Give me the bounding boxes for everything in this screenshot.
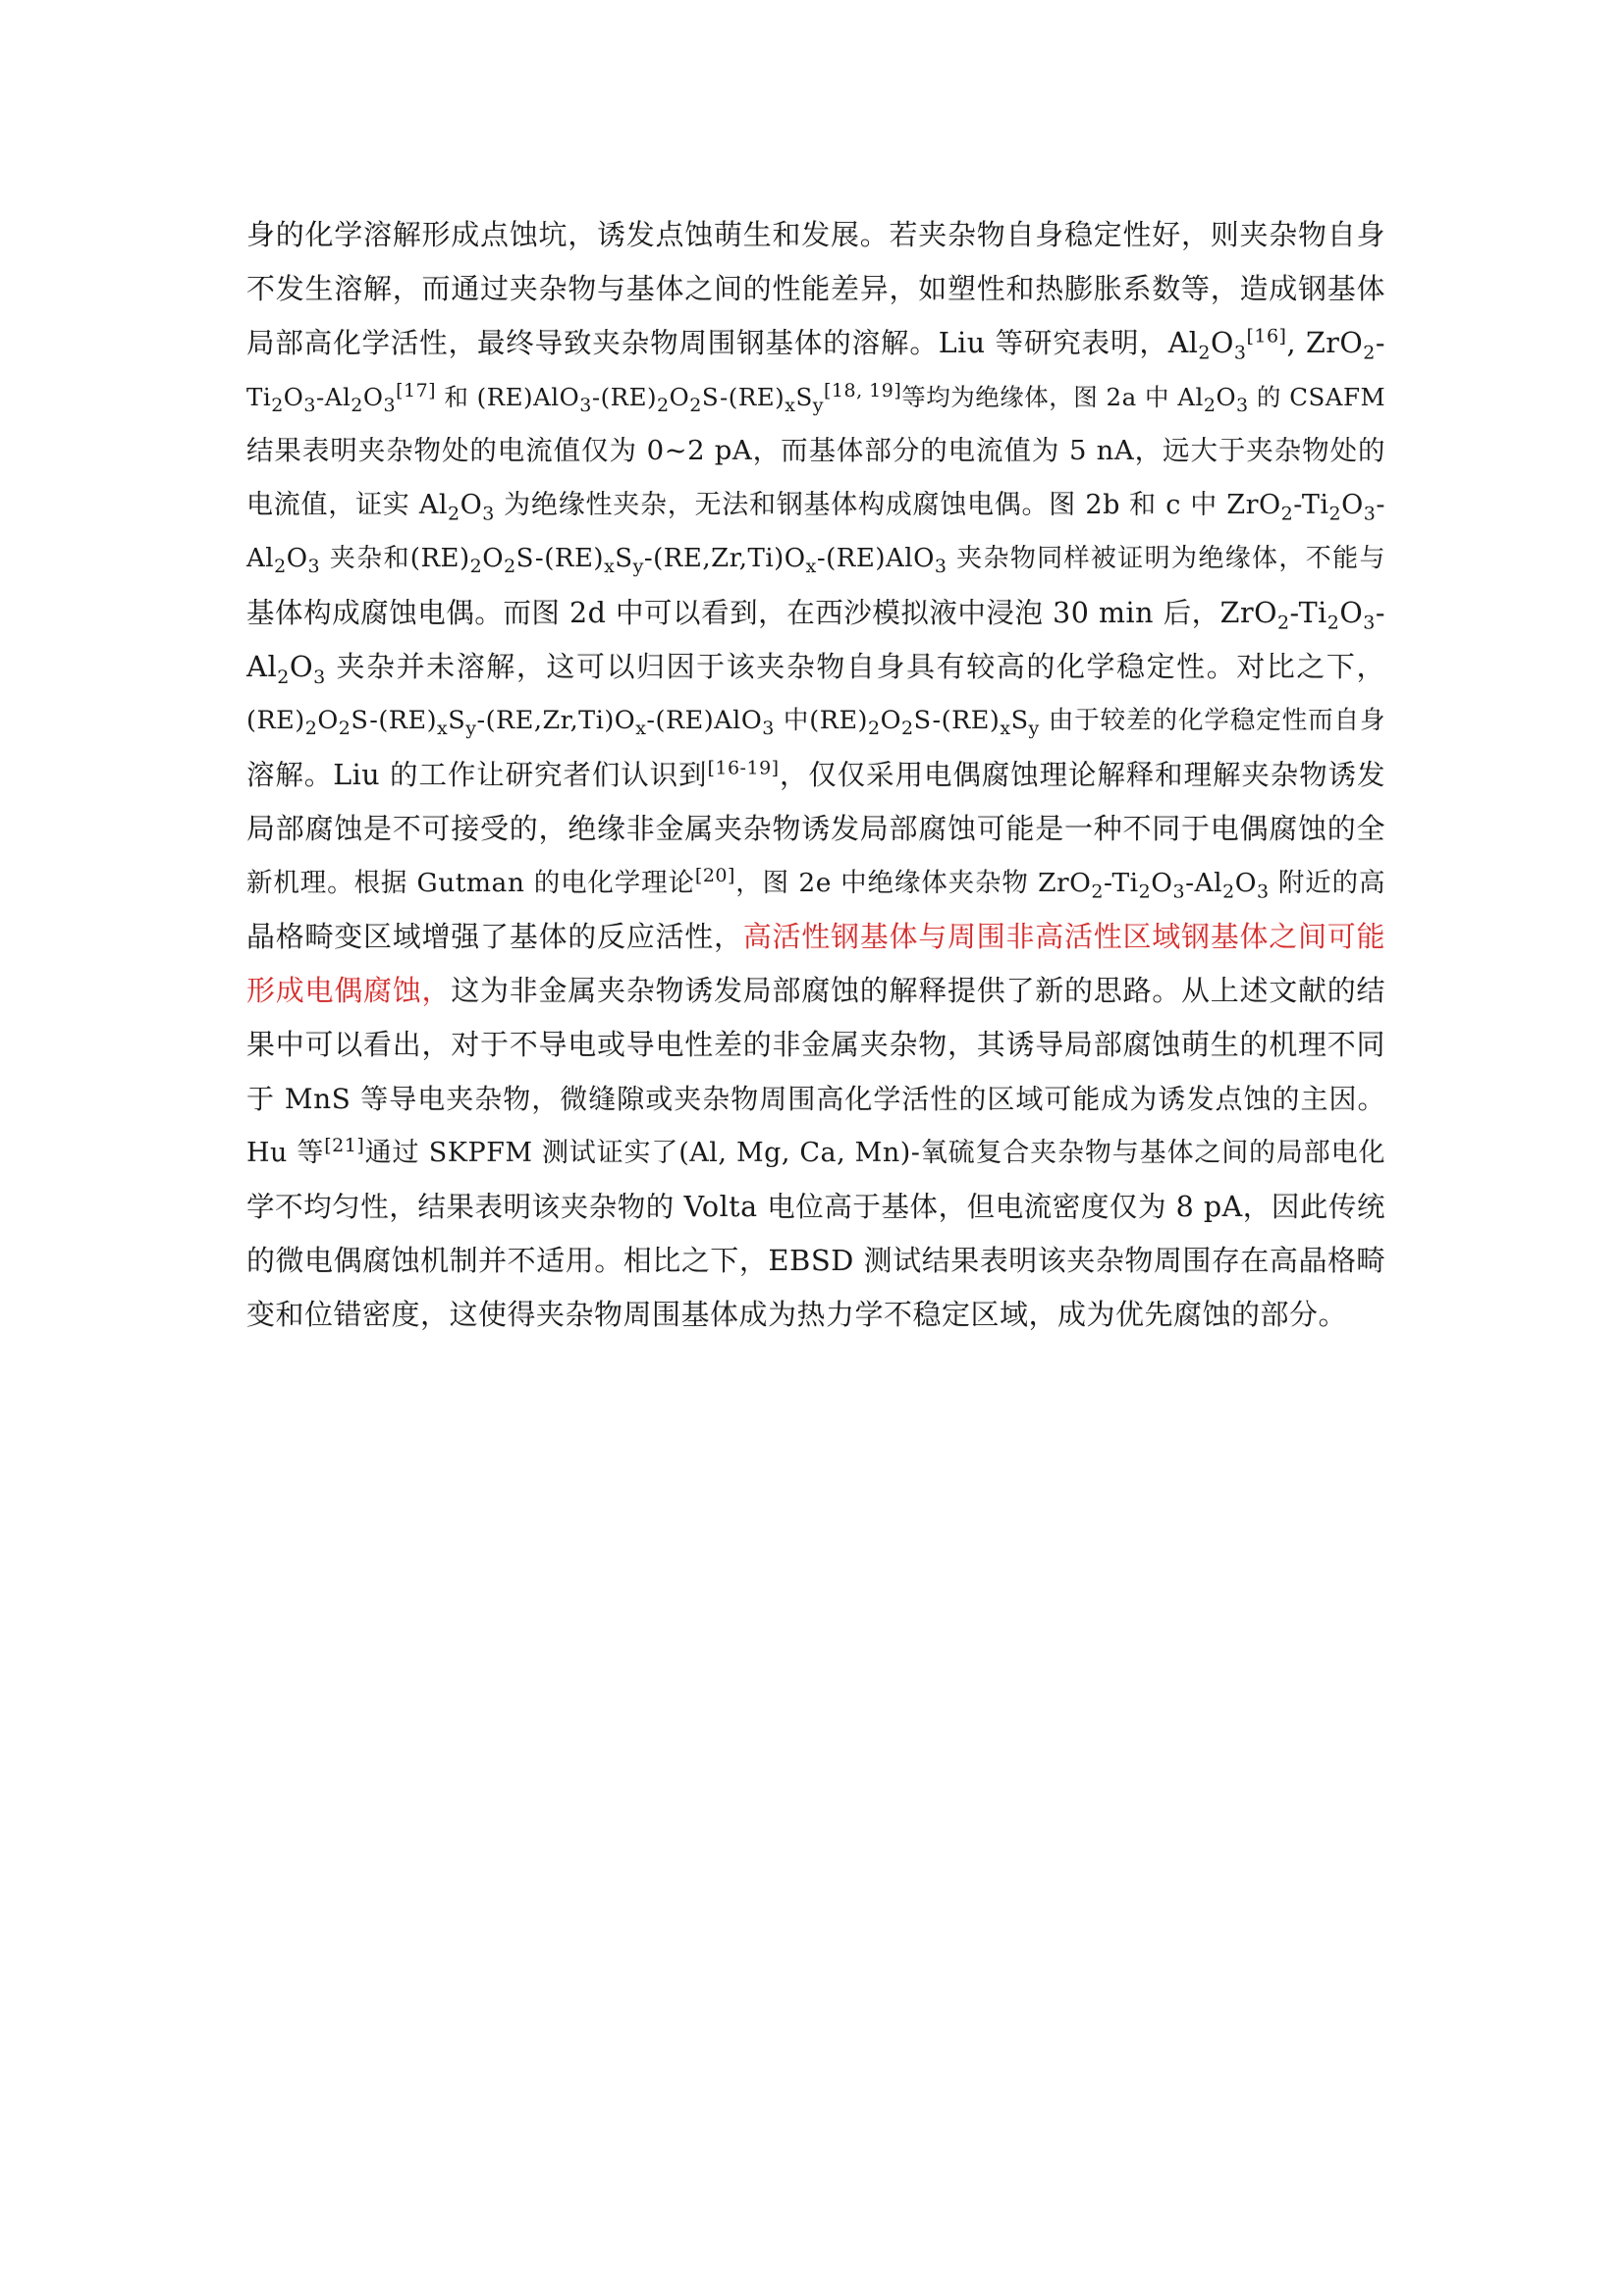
subscript: 2 xyxy=(274,556,287,578)
text-run: 电流值，证实 Al xyxy=(246,490,449,520)
subscript: 3 xyxy=(1172,881,1186,903)
highlighted-text: 形成电偶腐蚀， xyxy=(246,974,452,1007)
text-line xyxy=(246,1072,1385,1126)
text-run: S-(RE) xyxy=(701,383,785,411)
text-run: 新机理。根据 Gutman 的电化学理论 xyxy=(246,868,695,898)
text-run: S xyxy=(615,544,633,573)
text-run: O xyxy=(1339,597,1364,629)
citation-superscript: [17] xyxy=(396,379,437,401)
subscript: 2 xyxy=(1203,394,1217,416)
text-run: S-(RE) xyxy=(515,544,605,573)
text-run: S-(RE) xyxy=(913,706,1001,735)
subscript: 2 xyxy=(1328,503,1342,525)
text-run: 为绝缘性夹杂，无法和钢基体构成腐蚀电偶。图 2b 和 c 中 ZrO xyxy=(494,490,1281,520)
subscript: 2 xyxy=(1138,881,1152,903)
text-run: 和 (RE)AlO xyxy=(436,383,580,411)
body-paragraph xyxy=(246,208,1385,1342)
text-run: O xyxy=(460,490,483,520)
subscript: 2 xyxy=(304,718,318,740)
text-run: 基体构成腐蚀电偶。而图 2d 中可以看到，在西沙模拟液中浸泡 30 min 后，ZrO xyxy=(246,597,1277,629)
subscript: x xyxy=(437,718,449,740)
text-run: - xyxy=(1375,327,1385,359)
text-line xyxy=(246,1126,1385,1180)
subscript: 2 xyxy=(901,718,914,740)
text-run: ，仅仅采用电偶腐蚀理论解释和理解夹杂物诱发 xyxy=(779,759,1385,791)
subscript: 3 xyxy=(1363,503,1377,525)
text-run: 夹杂并未溶解，这可以归因于该夹杂物自身具有较高的化学稳定性。对比之下， xyxy=(325,650,1385,683)
text-run: Al xyxy=(246,544,275,573)
text-run: O xyxy=(283,383,304,411)
text-run: -(RE)AlO xyxy=(646,706,763,735)
text-line xyxy=(246,964,1385,1018)
text-run: -(RE) xyxy=(591,383,658,411)
text-line xyxy=(246,856,1385,910)
subscript: 3 xyxy=(313,666,326,688)
citation-superscript: [16-19] xyxy=(707,757,780,779)
subscript: 3 xyxy=(1233,342,1247,364)
subscript: 2 xyxy=(689,394,702,416)
subscript: 2 xyxy=(1326,612,1340,634)
subscript: 2 xyxy=(1091,881,1104,903)
subscript: 3 xyxy=(482,503,495,525)
subscript: y xyxy=(632,556,644,578)
text-run: O xyxy=(880,706,902,735)
subscript: 3 xyxy=(579,394,592,416)
text-run: 的 CSAFM xyxy=(1248,383,1386,411)
text-run: - xyxy=(1376,490,1385,520)
subscript: 2 xyxy=(1222,881,1235,903)
text-run: ，图 2e 中绝缘体夹杂物 ZrO xyxy=(734,868,1092,898)
text-run: O xyxy=(669,383,690,411)
subscript: 2 xyxy=(277,666,290,688)
subscript: 3 xyxy=(383,394,397,416)
text-run: 夹杂物同样被证明为绝缘体，不能与 xyxy=(947,544,1385,573)
text-run: -Al xyxy=(1185,868,1223,898)
text-run: O xyxy=(286,544,308,573)
text-run: O xyxy=(362,383,384,411)
text-line xyxy=(246,532,1385,586)
text-run: 这为非金属夹杂物诱发局部腐蚀的解释提供了新的思路。从上述文献的结 xyxy=(451,974,1385,1007)
text-run: O xyxy=(1151,868,1173,898)
text-line xyxy=(246,586,1385,640)
subscript: 2 xyxy=(1198,342,1211,364)
subscript: 2 xyxy=(1363,342,1376,364)
text-line xyxy=(246,1180,1385,1234)
text-line xyxy=(246,478,1385,532)
text-run: 果中可以看出，对于不导电或导电性差的非金属夹杂物，其诱导局部腐蚀萌生的机理不同 xyxy=(246,1028,1385,1061)
subscript: x xyxy=(604,556,616,578)
text-line xyxy=(246,370,1385,424)
text-run: -(RE,Zr,Ti)O xyxy=(643,544,806,573)
citation-superscript: [21] xyxy=(324,1135,365,1156)
text-run: - xyxy=(1375,597,1385,629)
text-run: -(RE)AlO xyxy=(816,544,935,573)
subscript: 3 xyxy=(1236,394,1249,416)
text-run: 局部腐蚀是不可接受的，绝缘非金属夹杂物诱发局部腐蚀可能是一种不同于电偶腐蚀的全 xyxy=(246,812,1385,845)
text-line xyxy=(246,1018,1385,1072)
subscript: 2 xyxy=(338,718,352,740)
text-run: O xyxy=(1234,868,1257,898)
subscript: 3 xyxy=(1363,612,1376,634)
subscript: 2 xyxy=(351,394,363,416)
text-run: 由于较差的化学稳定性而自身 xyxy=(1039,706,1385,735)
subscript: 3 xyxy=(303,394,316,416)
text-run: S xyxy=(448,706,466,735)
text-run: O xyxy=(1216,383,1237,411)
text-run: Hu 等 xyxy=(246,1138,325,1168)
text-run: 于 MnS 等导电夹杂物，微缝隙或夹杂物周围高化学活性的区域可能成为诱发点蚀的主因。 xyxy=(246,1083,1385,1115)
subscript: 2 xyxy=(448,503,460,525)
text-run: O xyxy=(482,544,505,573)
subscript: 2 xyxy=(868,718,881,740)
text-run: 等均为绝缘体，图 2a 中 Al xyxy=(901,383,1204,411)
text-run: O xyxy=(289,650,314,683)
text-run: 学不均匀性，结果表明该夹杂物的 Volta 电位高于基体，但电流密度仅为 8 pA，因此传统 xyxy=(246,1191,1385,1223)
subscript: 2 xyxy=(657,394,670,416)
subscript: 3 xyxy=(762,718,775,740)
text-run: 夹杂和(RE) xyxy=(320,544,470,573)
text-line xyxy=(246,802,1385,856)
text-run: O xyxy=(317,706,339,735)
subscript: x xyxy=(805,556,817,578)
text-line xyxy=(246,316,1385,370)
text-run: 局部高化学活性，最终导致夹杂物周围钢基体的溶解。Liu 等研究表明，Al xyxy=(246,327,1199,359)
subscript: 3 xyxy=(934,556,947,578)
subscript: y xyxy=(1028,718,1040,740)
subscript: 2 xyxy=(504,556,516,578)
text-line xyxy=(246,748,1385,802)
text-line xyxy=(246,640,1385,694)
subscript: 3 xyxy=(307,556,321,578)
text-run: Al xyxy=(246,650,278,683)
citation-superscript: [18, 19] xyxy=(824,379,902,401)
text-line xyxy=(246,694,1385,748)
text-run: -Ti xyxy=(1293,490,1329,520)
text-run: 通过 SKPFM 测试证实了(Al, Mg, Ca, Mn)-氧硫复合夹杂物与基体之间的局部电化 xyxy=(364,1138,1385,1168)
text-run: S-(RE) xyxy=(351,706,438,735)
text-run: (RE) xyxy=(246,706,305,735)
text-run: -Al xyxy=(315,383,352,411)
text-run: 不发生溶解，而通过夹杂物与基体之间的性能差异，如塑性和热膨胀系数等，造成钢基体 xyxy=(246,272,1385,305)
text-run: 晶格畸变区域增强了基体的反应活性， xyxy=(246,920,743,953)
text-run: O xyxy=(1211,327,1234,359)
text-line xyxy=(246,262,1385,316)
text-run: 结果表明夹杂物处的电流值仅为 0~2 pA，而基体部分的电流值为 5 nA，远大于夹杂物处的 xyxy=(246,435,1385,466)
subscript: 2 xyxy=(1280,503,1294,525)
subscript: y xyxy=(812,394,824,416)
subscript: x xyxy=(1000,718,1011,740)
text-run: , ZrO xyxy=(1286,327,1364,359)
text-run: S xyxy=(795,383,813,411)
highlighted-text: 高活性钢基体与周围非高活性区域钢基体之间可能 xyxy=(742,920,1385,953)
text-run: 身的化学溶解形成点蚀坑，诱发点蚀萌生和发展。若夹杂物自身稳定性好，则夹杂物自身 xyxy=(246,218,1385,251)
text-run: 中(RE) xyxy=(774,706,869,735)
citation-superscript: [16] xyxy=(1246,325,1287,347)
subscript: y xyxy=(465,718,477,740)
subscript: x xyxy=(635,718,647,740)
text-run: -Ti xyxy=(1289,597,1327,629)
text-line xyxy=(246,1288,1385,1342)
text-run: Ti xyxy=(246,383,272,411)
text-run: 的微电偶腐蚀机制并不适用。相比之下，EBSD 测试结果表明该夹杂物周围存在高晶格畸 xyxy=(246,1244,1385,1277)
text-line xyxy=(246,424,1385,478)
subscript: 2 xyxy=(469,556,483,578)
text-line xyxy=(246,910,1385,964)
text-run: 溶解。Liu 的工作让研究者们认识到 xyxy=(246,759,708,791)
text-line xyxy=(246,1234,1385,1288)
text-run: -(RE,Zr,Ti)O xyxy=(476,706,636,735)
text-line xyxy=(246,208,1385,262)
subscript: 2 xyxy=(271,394,284,416)
text-run: S xyxy=(1010,706,1029,735)
text-run: 附近的高 xyxy=(1269,868,1385,898)
text-run: -Ti xyxy=(1103,868,1139,898)
subscript: 3 xyxy=(1256,881,1270,903)
text-run: O xyxy=(1341,490,1364,520)
subscript: x xyxy=(785,394,796,416)
citation-superscript: [20] xyxy=(694,865,735,887)
subscript: 2 xyxy=(1276,612,1290,634)
text-run: 变和位错密度，这使得夹杂物周围基体成为热力学不稳定区域，成为优先腐蚀的部分。 xyxy=(246,1298,1348,1331)
